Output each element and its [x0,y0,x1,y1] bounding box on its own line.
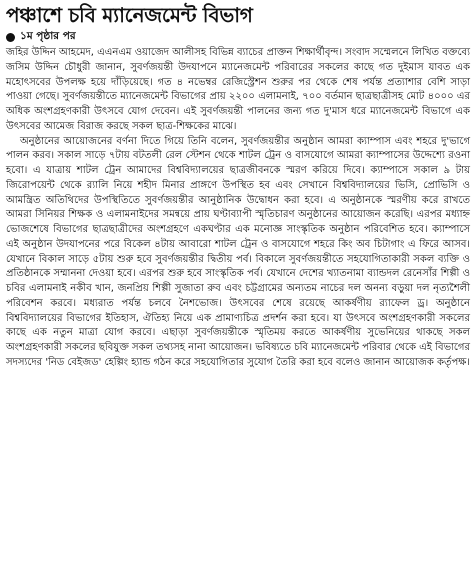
continued-from-line [6,29,470,45]
continued-from-label: ১ম পৃষ্ঠার পর [20,29,76,42]
article-body [6,46,470,371]
article-headline: পঞ্চাশে চবি ম্যানেজমেন্ট বিভাগ [6,3,253,27]
article-paragraph: অনুষ্ঠানের আয়োজনের বর্ণনা দিতে গিয়ে তিনি বলেন, সুবর্ণজয়ন্তীর অনুষ্ঠান আমরা ক্যাম্পাস এবং শহরে দু'ভাগে পালন করব। সকাল সাড়ে ৭টায় বটতলী রেল স্টেশন থেকে শাটল ট্রেন ও বাসযোগে আমরা ক্যাম্পাসের উদ্দেশ্যে রওনা হবো। এ যাত্রায় শাটল ট্রেন আমাদের বিশ্ববিদ্যালয়ের ছাত্রজীবনকে স্মরণ করিয়ে দিবে। ক্যাম্পাসে সকাল ৯ টায় জিরোপয়েন্ট থেকে র‌্যালি নিয়ে শহীদ মিনার প্রাঙ্গণে উপস্থিত হব এবং সেখানে বিশ্ববিদ্যালয়ের ভিসি, প্রোভিসি ও আমন্ত্রিত অতিথিদের উপস্থিতিতে সুবর্ণজয়ন্তীর আনুষ্ঠানিক উদ্বোধন করা হবে। এ অনুষ্ঠানকে স্মরণীয় করে রাখতে আমরা সিনিয়র শিক্ষক ও এলামনাইদের সমন্বয়ে প্রায় ঘণ্টাব্যাপী স্মৃতিচারণ অনুষ্ঠানের আয়োজন করেছি। এরপর মধ্যাহ্ন ভোজশেষে বিভাগের ছাত্রছাত্রীদের অংশগ্রহণে একঘণ্টার এক মনোজ্ঞ সাংস্কৃতিক অনুষ্ঠান পরিবেশিত হবে। ক্যাম্পাসে এই অনুষ্ঠান উদযাপনের পরে বিকেল ৪টায় আবারো শাটল ট্রেন ও বাসযোগে শহরে কিং অব চিটাগাং এ ফিরে আসব। যেখানে বিকাল সাড়ে ৫টায় শুরু হবে সুবর্ণজয়ন্তীর দ্বিতীয় পর্ব। বিকালে সুবর্ণজয়ন্তীতে সহযোগিতাকারী সকল ব্যক্তি ও প্রতিষ্ঠানকে সম্মাননা দেওয়া হবে। এরপর শুরু হবে সাংস্কৃতিক পর্ব। যেখানে দেশের খ্যাতনামা ব্যান্ডদল রেনেসাঁর শিল্পী ও চবির এলামনাই নকীব খান, জনপ্রিয় শিল্পী সুজাতা রুব এবং চট্টগ্রামের অন্যতম নাচের দল অনন্য বড়ুয়া দল নৃত্যশৈলী পরিবেশন করবে। মধ্যরাত পর্যন্ত চলবে নৈশভোজ। উৎসবের শেষে রয়েছে আকর্ষণীয় র‌্যাফেল ড্র। অনুষ্ঠানে বিশ্ববিদ্যালয়ের বিভাগের ইতিহাস, ঐতিহ্য নিয়ে এক প্রামাণ্যচিত্র প্রদর্শন করা হবে। যা উৎসবে অংশগ্রহণকারী সকলের কাছে এক নতুন মাত্রা যোগ করবে। এছাড়া সুবর্ণজয়ন্তীকে স্মৃতিময় করতে আকর্ষণীয় সুভেনিয়ের থাকছে সকল অংশগ্রহণকারী সকলের ছবিযুক্ত সকল তথ্যসহ নানা আয়োজন। ভবিষ্যতে চবি ম্যানেজমেন্ট পরিবার থেকে এই বিভাগের সদস্যদের 'নিড বেইজড' হেল্পিং হ্যান্ড গঠন করে সহযোগিতার সুযোগ তৈরি করা হবে বলেও জানান আয়োজক কর্তৃপক্ষ। [6,135,470,368]
article-paragraph: জহির উদ্দিন আহমেদ, এএনএম ওয়াজেদ আলীসহ বিভিন্ন ব্যাচের প্রাক্তন শিক্ষার্থীবৃন্দ। সংবাদ সম্মেলনে লিখিত বক্তব্যে জসিম উদ্দিন চৌধুরী জানান, সুবর্ণজয়ন্তী উদযাপনে ম্যানেজমেন্ট পরিবারের সকলের কাছে গত দুইমাস যাবত এক মহোৎসবের উপলক্ষ হয়ে দাঁড়িয়েছে। গত ৪ নভেম্বর রেজিস্ট্রেশন শুরুর পর থেকে শেষ পর্যন্ত প্রত্যাশার বেশি সাড়া পাওয়া গেছে। সুবর্ণজয়ন্তীতে ম্যানেজমেন্ট বিভাগের প্রায় ২২০০ এলামনাই, ৭০০ বর্তমান ছাত্রছাত্রীসহ মোট ৪০০০ এর অধিক অংশগ্রহণকারী উৎসবে যোগ দেবেন। এই সুবর্ণজয়ন্তী পালনের জন্য গত দু'মাস ধরে ম্যানেজমেন্ট বিভাগে এক উৎসবের আমেজ বিরাজ করছে সকল ছাত্র-শিক্ষকের মাঝে। [6,47,470,132]
bullet-icon [6,33,15,42]
